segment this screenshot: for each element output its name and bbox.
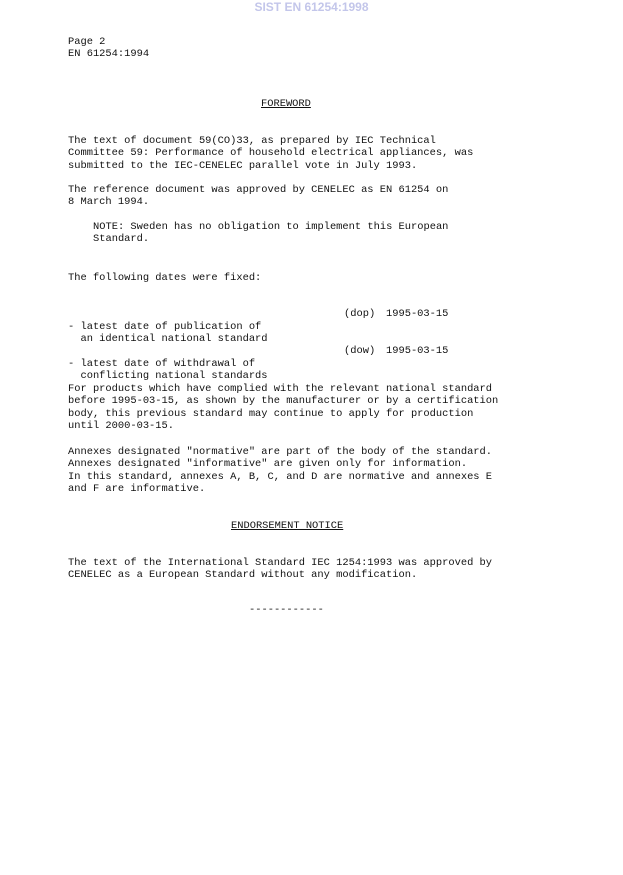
date-item-dop	[68, 296, 488, 346]
note	[93, 221, 448, 246]
page-header	[68, 36, 149, 61]
end-rule: ------------	[249, 604, 324, 616]
date-value: 1995-03-15	[386, 345, 449, 358]
text-line: CENELEC as a European Standard without any modification.	[68, 569, 418, 582]
foreword-title: FOREWORD	[261, 98, 311, 110]
text-line: In this standard, annexes A, B, C, and D are normative and annexes E	[68, 470, 493, 483]
text-line: - latest date of publication of	[68, 320, 262, 333]
text-line: Annexes designated "normative" are part of the body of the standard.	[68, 446, 493, 458]
text-line: conflicting national standards	[68, 370, 268, 383]
date-code: (dop)	[344, 308, 376, 321]
text-line: - latest date of withdrawal of	[68, 357, 256, 370]
text-line: NOTE: Sweden has no obligation to implement this European	[93, 221, 449, 233]
endorsement-text	[68, 557, 492, 582]
text-line: For products which have complied with the relevant national standard	[68, 383, 493, 395]
foreword-paragraph-3	[68, 383, 498, 433]
text-line: The text of the International Standard IEC 1254:1993 was approved by	[68, 557, 493, 569]
endorsement-title: ENDORSEMENT NOTICE	[231, 520, 344, 532]
date-code: (dow)	[344, 345, 376, 358]
text-line: The text of document 59(CO)33, as prepared by IEC Technical	[68, 135, 436, 147]
text-line: The reference document was approved by CENELEC as EN 61254 on	[68, 184, 449, 196]
foreword-paragraph-1	[68, 135, 473, 172]
text-line: an identical national standard	[68, 333, 268, 346]
text-line: submitted to the IEC-CENELEC parallel vote in July 1993.	[68, 159, 418, 172]
dates-intro: The following dates were fixed:	[68, 272, 262, 284]
text-line: until 2000-03-15.	[68, 420, 175, 433]
foreword-paragraph-2	[68, 184, 448, 209]
watermark: SIST EN 61254:1998	[254, 0, 369, 14]
document-id: EN 61254:1994	[68, 48, 150, 61]
foreword-paragraph-4	[68, 446, 492, 496]
page-number: Page 2	[68, 36, 106, 48]
text-line: body, this previous standard may continue to apply for production	[68, 407, 474, 420]
text-line: before 1995-03-15, as shown by the manufacturer or by a certification	[68, 395, 499, 408]
text-line: 8 March 1994.	[68, 196, 150, 209]
date-item-dow	[68, 333, 488, 383]
text-line: Annexes designated "informative" are given only for information.	[68, 458, 468, 471]
date-value: 1995-03-15	[386, 308, 449, 321]
text-line: Committee 59: Performance of household electrical appliances, was	[68, 147, 474, 160]
text-line: Standard.	[93, 233, 150, 246]
text-line: and F are informative.	[68, 483, 206, 496]
